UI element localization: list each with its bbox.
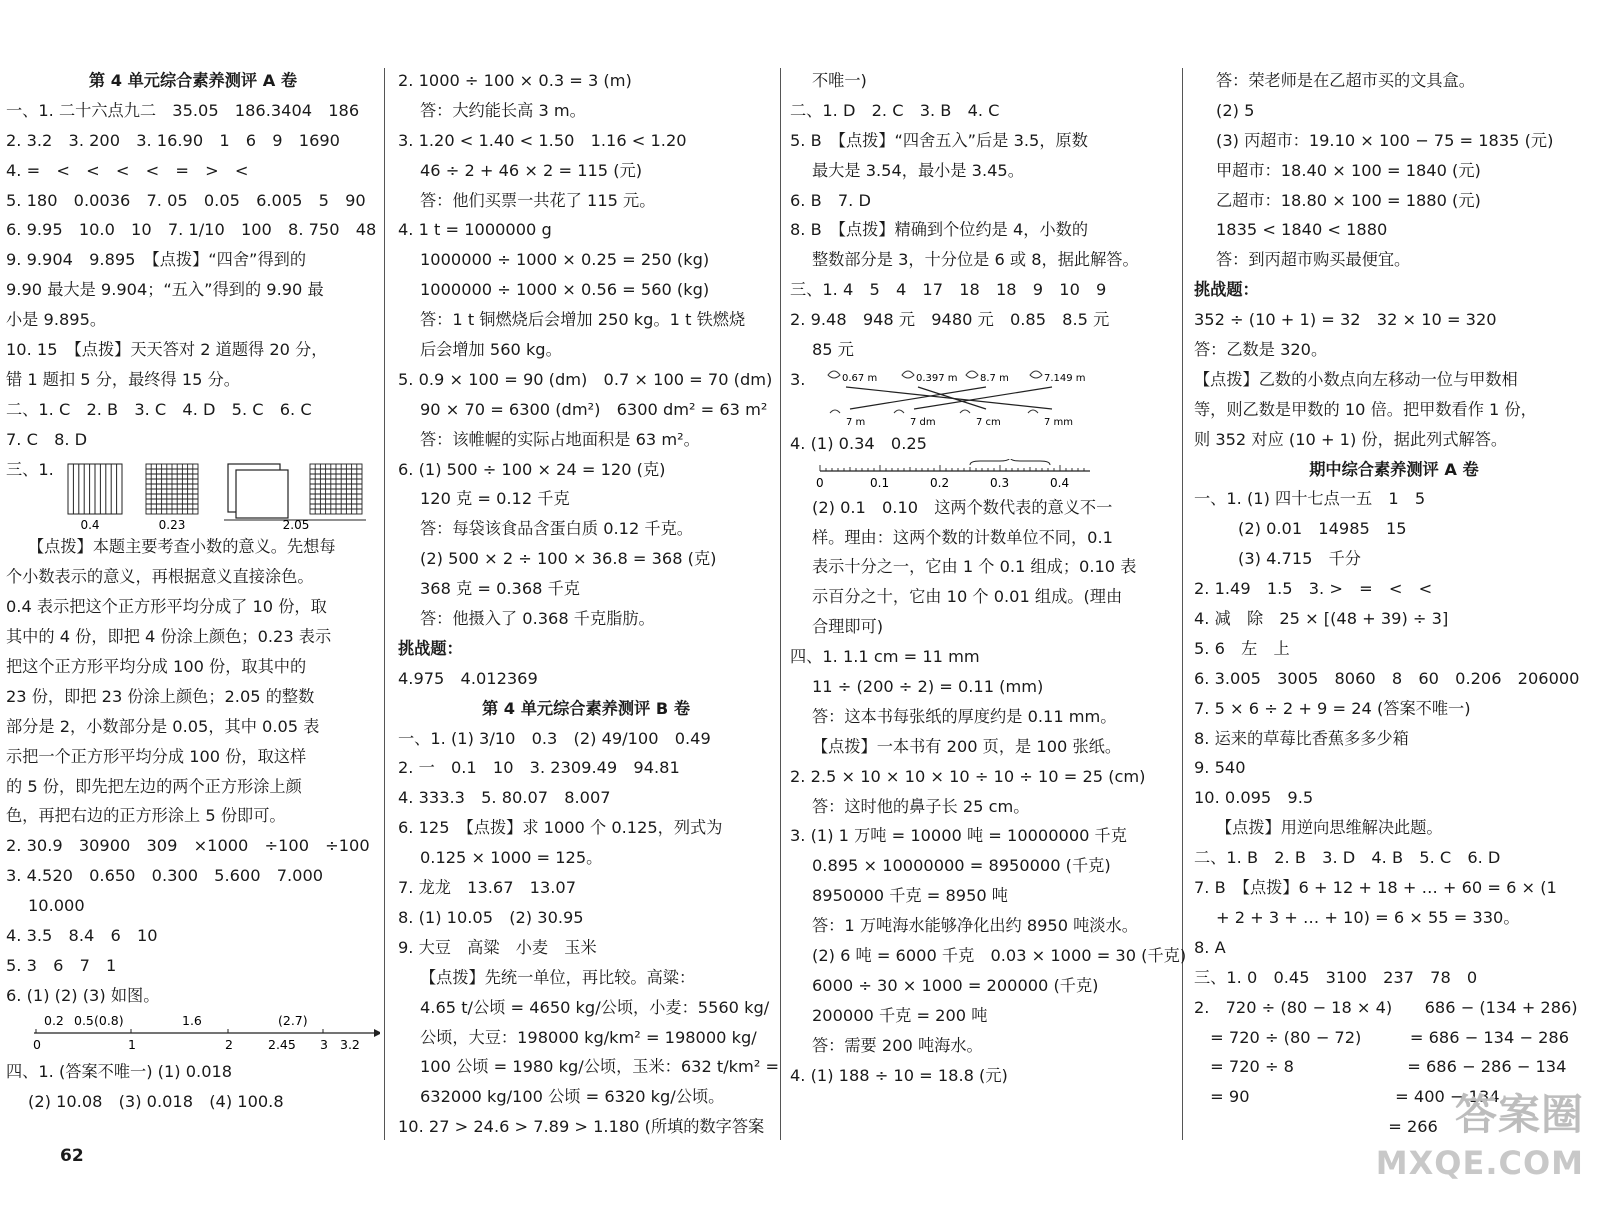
number-line-tick: 1 (128, 1036, 136, 1052)
answer-line: 1000000 ÷ 1000 × 0.25 = 250 (kg) (420, 250, 710, 270)
answer-line: 不唯一) (812, 71, 867, 90)
ruler (790, 459, 1178, 493)
answer-line: = 720 ÷ (80 − 72) = 686 − 134 − 286 (1194, 1027, 1569, 1047)
number-line-point: (2.7) (278, 1012, 308, 1028)
number-line-point: 0.5 (74, 1012, 94, 1028)
ruler-figure (790, 459, 1178, 493)
match-bottom-label: 7 mm (1044, 416, 1074, 428)
answer-line: 10.000 (28, 896, 85, 916)
answer-column-2 (398, 66, 780, 1176)
answer-line: 小是 9.895。 (6, 310, 107, 330)
answer-line: 8. (1) 10.05 (2) 30.95 (398, 907, 584, 927)
answer-line: 一、1. (1) 四十七点一五 1 5 (1194, 489, 1426, 509)
matching-figure (790, 365, 1178, 429)
answer-line: 5. 3 6 7 1 (6, 955, 117, 975)
match-bottom-label: 7 dm (910, 416, 936, 428)
answer-line: 5. 180 0.0036 7. 05 0.05 6.005 5 90 (6, 190, 366, 210)
answer-line: 6. 9.95 10.0 10 7. 1/10 100 8. 750 48 (6, 220, 377, 240)
challenge-heading: 挑战题： (398, 638, 463, 658)
tenths-square (68, 464, 122, 514)
answer-line: 4. 3.5 8.4 6 10 (6, 926, 158, 946)
grid-label: 0.23 (158, 518, 186, 533)
match-top-label: 0.67 m (842, 372, 878, 384)
number-line-point: 0.2 (44, 1012, 64, 1028)
answer-line: 6000 ÷ 30 × 1000 = 200000 (千克) (812, 975, 1099, 995)
answer-line: + 2 + 3 + … + 10) = 6 × 55 = 330。 (1216, 907, 1520, 927)
answer-line: 4. = < < < < = > < (6, 160, 249, 180)
number-line-tick: 2 (225, 1036, 233, 1052)
answer-line: 46 ÷ 2 + 46 × 2 = 115 (元) (420, 160, 643, 180)
answer-line: 4.975 4.012369 (398, 668, 538, 688)
ruler-ticks (820, 465, 1084, 471)
answer-line: 9.90 最大是 9.904；“五入”得到的 9.90 最 (6, 280, 324, 300)
answer-line: 90 × 70 = 6300 (dm²) 6300 dm² = 63 m² (420, 399, 768, 419)
answer-line: 答：1 万吨海水能够净化出约 8950 吨淡水。 (812, 916, 1138, 936)
answer-line: 示把一个正方形平均分成 100 份，取这样 (6, 746, 307, 766)
answer-line: 二、1. B 2. B 3. D 4. B 5. C 6. D (1194, 848, 1501, 868)
number-line (6, 1011, 380, 1057)
answer-line: 3. 1.20 < 1.40 < 1.50 1.16 < 1.20 (398, 130, 687, 150)
answer-line: 一、1. (1) 3/10 0.3 (2) 49/100 0.49 (398, 728, 711, 748)
answer-line: 23 份，即把 23 份涂上颜色；2.05 的整数 (6, 686, 315, 706)
answer-line: 6. (1) 500 ÷ 100 × 24 = 120 (克) (398, 459, 666, 479)
section-title: 第 4 单元综合素养测评 B 卷 (481, 698, 691, 718)
answer-line: 二、1. D 2. C 3. B 4. C (790, 100, 1000, 120)
answer-line: 【点拨】本题主要考查小数的意义。先想每 (28, 537, 336, 557)
answer-column-4 (1194, 66, 1594, 1176)
answer-line: 样。理由：这两个数的计数单位不同，0.1 (812, 527, 1113, 547)
answer-line: 合理即可) (812, 617, 884, 637)
answer-line: 0.125 × 1000 = 125。 (420, 848, 603, 868)
number-line-figure (6, 1011, 380, 1057)
answer-line: 11 ÷ (200 ÷ 2) = 0.11 (mm) (812, 677, 1044, 697)
answer-line: 示百分之十，它由 10 个 0.01 组成。(理由 (812, 587, 1123, 607)
answer-line: 整数部分是 3，十分位是 6 或 8，据此解答。 (812, 250, 1139, 270)
answer-line: 1835 < 1840 < 1880 (1216, 220, 1388, 240)
answer-line: 答：他摄入了 0.368 千克脂肪。 (420, 609, 655, 629)
answer-line: 352 ÷ (10 + 1) = 32 32 × 10 = 320 (1194, 310, 1497, 330)
ruler-label: 0 (816, 475, 824, 490)
answer-line: 三、1. (6, 459, 54, 479)
matching-connections (846, 387, 1052, 409)
answer-line: 4.65 t/公顷 = 4650 kg/公顷，小麦：5560 kg/ (420, 997, 770, 1017)
answer-line: 4. 333.3 5. 80.07 8.007 (398, 788, 611, 808)
decimal-grids (6, 462, 380, 532)
answer-line: 后会增加 560 kg。 (420, 340, 562, 360)
answer-line: 2. 720 ÷ (80 − 18 × 4) 686 − (134 + 286) (1194, 997, 1578, 1017)
match-top-label: 0.397 m (916, 372, 958, 384)
answer-lines (6, 532, 380, 1010)
answer-line: 9. 大豆 高粱 小麦 玉米 (398, 937, 597, 957)
ruler-label: 0.3 (990, 475, 1010, 490)
answer-line: (2) 6 吨 = 6000 千克 0.03 × 1000 = 30 (千克) (812, 946, 1187, 966)
answer-line: 个小数表示的意义，再根据意义直接涂色。 (6, 567, 314, 587)
answer-line: 答：乙数是 320。 (1194, 340, 1328, 360)
overlapping-squares (228, 464, 288, 518)
answer-line: 368 克 = 0.368 千克 (420, 579, 580, 599)
answer-line: 2. 2.5 × 10 × 10 × 10 ÷ 10 ÷ 10 = 25 (cm) (790, 766, 1146, 786)
answer-line: 答：该帷幄的实际占地面积是 63 m²。 (420, 429, 700, 449)
answer-line: 答：他们买票一共花了 115 元。 (420, 190, 656, 210)
answer-line: = 90 = 400 − 134 (1194, 1087, 1500, 1107)
answer-lines (6, 1057, 380, 1117)
answer-line: 4. (1) 0.34 0.25 (790, 433, 927, 453)
answer-line: 公顷，大豆：198000 kg/km² = 198000 kg/ (420, 1027, 757, 1047)
watermark-url: MXQE.COM (1375, 1144, 1584, 1182)
answer-line: 7. C 8. D (6, 429, 88, 449)
number-line-tick: 3.2 (340, 1036, 360, 1052)
answer-line: 答：这时他的鼻子长 25 cm。 (812, 796, 1030, 816)
number-line-tick: 0 (33, 1036, 41, 1052)
answer-line: 8. A (1194, 937, 1226, 957)
decimal-grid-figure (6, 462, 380, 532)
answer-line: 2. 一 0.1 10 3. 2309.49 94.81 (398, 758, 680, 778)
answer-line: 6. B 7. D (790, 190, 871, 210)
section-title: 第 4 单元综合素养测评 A 卷 (88, 71, 298, 90)
answer-column-1 (6, 66, 380, 1176)
answer-line: 85 元 (812, 340, 854, 360)
answer-line: (3) 丙超市：19.10 × 100 − 75 = 1835 (元) (1216, 130, 1554, 150)
answer-line: 8. B 【点拨】精确到个位约是 4，小数的 (790, 220, 1089, 240)
answer-line: 2. 30.9 30900 309 ×1000 ÷100 ÷100 (6, 836, 370, 856)
answer-line: (2) 0.1 0.10 这两个数代表的意义不一 (812, 497, 1113, 517)
answer-line: 【点拨】用逆向思维解决此题。 (1216, 818, 1443, 838)
watermark-text: 答案圈 (1454, 1090, 1584, 1139)
answer-line: 【点拨】先统一单位，再比较。高粱： (420, 967, 696, 987)
answer-line: 等，则乙数是甲数的 10 倍。把甲数看作 1 份， (1194, 399, 1537, 419)
page-number: 62 (60, 1146, 84, 1166)
answer-line: (2) 10.08 (3) 0.018 (4) 100.8 (28, 1091, 284, 1111)
answer-line: 10. 15 【点拨】天天答对 2 道题得 20 分， (6, 340, 328, 360)
answer-line: 则 352 对应 (10 + 1) 份，据此列式解答。 (1194, 429, 1508, 449)
section-title: 期中综合素养测评 A 卷 (1309, 459, 1479, 479)
answer-line: 5. 6 左 上 (1194, 638, 1290, 658)
answer-line: 【点拨】乙数的小数点向左移动一位与甲数相 (1194, 369, 1518, 389)
answer-line: 把这个正方形平均分成 100 份，取其中的 (6, 657, 307, 677)
answer-line: 4. (1) 188 ÷ 10 = 18.8 (元) (790, 1065, 1008, 1085)
match-top-label: 8.7 m (980, 372, 1009, 384)
answer-line: 6. 3.005 3005 8060 8 60 0.206 206000 (1194, 668, 1580, 688)
brace (970, 459, 1050, 465)
challenge-heading: 挑战题： (1194, 280, 1259, 300)
answer-line: 2. 1000 ÷ 100 × 0.3 = 3 (m) (398, 71, 632, 90)
answer-line: 100 公顷 = 1980 kg/公顷，玉米：632 t/km² = (420, 1057, 780, 1077)
answer-line: 0.4 表示把这个正方形平均分成了 10 份，取 (6, 597, 327, 617)
grid-label: 2.05 (282, 518, 310, 533)
answer-line: 7. 5 × 6 ÷ 2 + 9 = 24 (答案不唯一) (1194, 698, 1471, 718)
answer-line: 答：每袋该食品含蛋白质 0.12 千克。 (420, 519, 693, 539)
answer-line: 答：荣老师是在乙超市买的文具盒。 (1216, 71, 1475, 90)
answer-line: 答：到丙超市购买最便宜。 (1216, 250, 1411, 270)
answer-line: 4. 1 t = 1000000 g (398, 220, 552, 240)
answer-line: 表示十分之一，它由 1 个 0.1 组成；0.10 表 (812, 557, 1137, 577)
answer-line: 5. 0.9 × 100 = 90 (dm) 0.7 × 100 = 70 (dm) (398, 369, 773, 389)
answer-line: 答：需要 200 吨海水。 (812, 1035, 983, 1055)
answer-line: 10. 0.095 9.5 (1194, 788, 1314, 808)
answer-line: 三、1. 0 0.45 3100 237 78 0 (1194, 967, 1478, 987)
answer-line: 1000000 ÷ 1000 × 0.56 = 560 (kg) (420, 280, 710, 300)
hundredths-square (310, 464, 362, 514)
answer-line: 一、1. 二十六点九二 35.05 186.3404 186 (6, 100, 360, 120)
answer-line: 三、1. 4 5 4 17 18 18 9 10 9 (790, 280, 1107, 300)
answer-line: 8950000 千克 = 8950 吨 (812, 886, 1008, 906)
number-line-point: 1.6 (182, 1012, 202, 1028)
answer-line: 3. (790, 369, 806, 389)
answer-line: (2) 0.01 14985 15 (1238, 519, 1407, 539)
answer-line: 2. 3.2 3. 200 3. 16.90 1 6 9 1690 (6, 130, 340, 150)
answer-line: 6. 125 【点拨】求 1000 个 0.125，列式为 (398, 818, 723, 838)
number-line-tick: 2.45 (268, 1036, 296, 1052)
ruler-label: 0.2 (930, 475, 950, 490)
answer-line: 0.895 × 10000000 = 8950000 (千克) (812, 856, 1111, 876)
answer-line: 4. 减 除 25 × [(48 + 39) ÷ 3] (1194, 609, 1449, 629)
ruler-label: 0.1 (870, 475, 890, 490)
answer-lines (6, 66, 380, 484)
answer-line: 8. 运来的草莓比香蕉多多少箱 (1194, 728, 1409, 748)
answer-line: 四、1. (答案不唯一) (1) 0.018 (6, 1061, 233, 1081)
column-divider (384, 68, 385, 1140)
answer-line: 【点拨】一本书有 200 页，是 100 张纸。 (812, 736, 1121, 756)
ruler-label: 0.4 (1050, 475, 1070, 490)
answer-line: 7. 龙龙 13.67 13.07 (398, 878, 577, 898)
answer-line: = 266 (1194, 1117, 1438, 1137)
watermark (1375, 1082, 1590, 1206)
answer-line: 9. 9.904 9.895 【点拨】“四舍”得到的 (6, 250, 307, 270)
answer-line: 10. 27 > 24.6 > 7.89 > 1.180 (所填的数字答案 (398, 1117, 765, 1137)
answer-line: 9. 540 (1194, 758, 1246, 778)
answer-line: 2. 9.48 948 元 9480 元 0.85 8.5 元 (790, 310, 1110, 330)
answer-line: 错 1 题扣 5 分，最终得 15 分。 (6, 369, 240, 389)
answer-line: = 720 ÷ 8 = 686 − 286 − 134 (1194, 1057, 1567, 1077)
column-divider (1182, 68, 1183, 1140)
answer-column-3 (790, 66, 1187, 1176)
answer-line: 答：1 t 铜燃烧后会增加 250 kg。1 t 铁燃烧 (420, 310, 746, 330)
answer-line: 答：这本书每张纸的厚度约是 0.11 mm。 (812, 706, 1117, 726)
answer-line: 色，再把右边的正方形涂上 5 份即可。 (6, 806, 286, 826)
answer-line: 乙超市：18.80 × 100 = 1880 (元) (1216, 190, 1481, 210)
answer-line: 的 5 份，即先把左边的两个正方形涂上颜 (6, 776, 302, 796)
answer-line: 二、1. C 2. B 3. C 4. D 5. C 6. C (6, 399, 312, 419)
arrow-head (374, 1029, 380, 1037)
answer-line: 部分是 2，小数部分是 0.05，其中 0.05 表 (6, 716, 320, 736)
answer-line: 3. (1) 1 万吨 = 10000 吨 = 10000000 千克 (790, 826, 1127, 846)
answer-line: (2) 500 × 2 ÷ 100 × 36.8 = 368 (克) (420, 549, 717, 569)
answer-line: 3. 4.520 0.650 0.300 5.600 7.000 (6, 866, 324, 886)
answer-line: (2) 5 (1216, 100, 1255, 120)
answer-line: 632000 kg/100 公顷 = 6320 kg/公顷。 (420, 1087, 725, 1107)
match-bottom-label: 7 cm (976, 416, 1001, 428)
answer-line: 2. 1.49 1.5 3. > = < < (1194, 579, 1433, 599)
match-bottom-label: 7 m (846, 416, 866, 428)
number-line-point: (0.8) (94, 1012, 124, 1028)
match-top-label: 7.149 m (1044, 372, 1086, 384)
answer-line: (3) 4.715 千分 (1238, 549, 1361, 569)
answer-line: 其中的 4 份，即把 4 份涂上颜色；0.23 表示 (6, 627, 332, 647)
answer-line: 200000 千克 = 200 吨 (812, 1005, 988, 1025)
answer-line: 答：大约能长高 3 m。 (420, 100, 586, 120)
answer-line: 7. B 【点拨】6 + 12 + 18 + … + 60 = 6 × (1 (1194, 878, 1557, 898)
number-line-tick: 3 (320, 1036, 328, 1052)
grid-label: 0.4 (80, 518, 100, 533)
answer-line: 120 克 = 0.12 千克 (420, 489, 570, 509)
hundredths-square (146, 464, 198, 514)
column-divider (780, 68, 781, 1140)
matching-lines (790, 365, 1178, 429)
answer-line: 最大是 3.54，最小是 3.45。 (812, 160, 1024, 180)
answer-line: 5. B 【点拨】“四舍五入”后是 3.5，原数 (790, 130, 1088, 150)
answer-line: 四、1. 1.1 cm = 11 mm (790, 647, 980, 667)
answer-line: 6. (1) (2) (3) 如图。 (6, 985, 160, 1005)
answer-line: 甲超市：18.40 × 100 = 1840 (元) (1216, 160, 1481, 180)
